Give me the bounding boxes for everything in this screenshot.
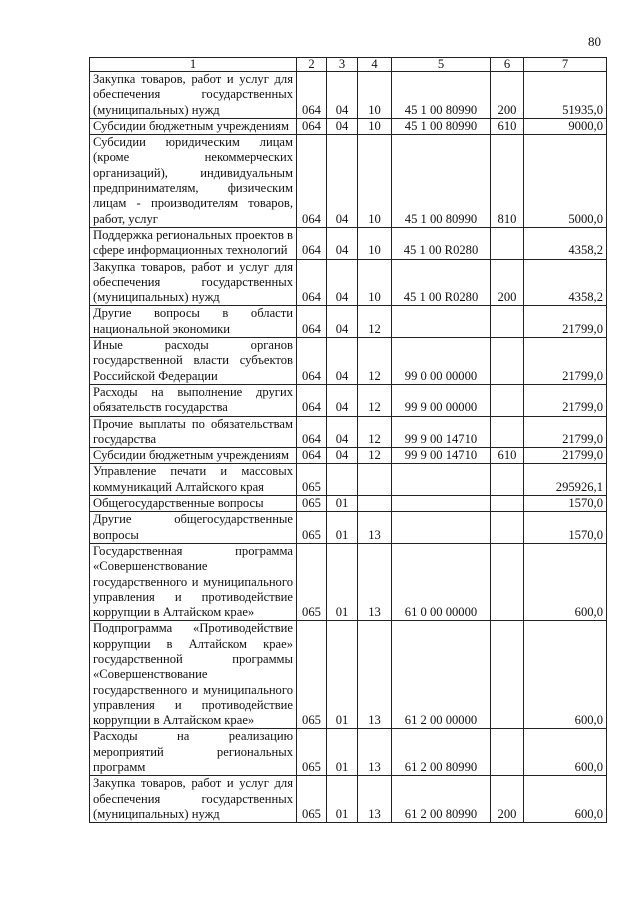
cell-target-article: 99 9 00 14710 — [392, 416, 491, 448]
cell-ministry-code: 065 — [297, 512, 327, 544]
cell-target-article: 45 1 00 80990 — [392, 118, 491, 134]
cell-amount: 4358,2 — [524, 227, 607, 259]
header-cell-section: 3 — [327, 58, 358, 72]
table-row — [90, 496, 607, 512]
cell-section-code: 01 — [327, 776, 358, 823]
table-row — [90, 448, 607, 464]
cell-section-code: 04 — [327, 448, 358, 464]
table-row — [90, 621, 607, 729]
cell-target-article: 99 9 00 14710 — [392, 448, 491, 464]
cell-ministry-code: 065 — [297, 621, 327, 729]
cell-expense-type: 200 — [491, 72, 524, 119]
cell-subsection-code: 12 — [358, 448, 392, 464]
cell-target-article: 45 1 00 80990 — [392, 72, 491, 119]
cell-subsection-code: 10 — [358, 135, 392, 228]
table-row — [90, 306, 607, 338]
table-row — [90, 259, 607, 306]
cell-name: Поддержка региональных проектов в сфере информационных технологий — [90, 227, 297, 259]
cell-ministry-code: 064 — [297, 416, 327, 448]
cell-amount: 600,0 — [524, 621, 607, 729]
cell-section-code: 04 — [327, 338, 358, 385]
budget-table — [89, 57, 607, 823]
cell-target-article: 99 0 00 00000 — [392, 338, 491, 385]
cell-expense-type — [491, 416, 524, 448]
cell-ministry-code: 065 — [297, 464, 327, 496]
cell-name: Государственная программа «Совершенствование государственного и муниципального управления и противодействие коррупции в Алтайском крае» — [90, 543, 297, 620]
cell-target-article: 61 2 00 80990 — [392, 729, 491, 776]
cell-section-code: 01 — [327, 543, 358, 620]
cell-subsection-code: 12 — [358, 416, 392, 448]
cell-expense-type: 610 — [491, 118, 524, 134]
cell-expense-type — [491, 384, 524, 416]
cell-target-article — [392, 512, 491, 544]
cell-subsection-code: 13 — [358, 729, 392, 776]
cell-section-code: 01 — [327, 729, 358, 776]
table-header-row — [90, 58, 607, 72]
cell-amount: 600,0 — [524, 729, 607, 776]
table-row — [90, 72, 607, 119]
cell-subsection-code: 10 — [358, 118, 392, 134]
cell-amount: 21799,0 — [524, 306, 607, 338]
cell-subsection-code: 13 — [358, 776, 392, 823]
cell-target-article — [392, 464, 491, 496]
cell-subsection-code: 12 — [358, 384, 392, 416]
cell-subsection-code: 12 — [358, 338, 392, 385]
cell-amount: 21799,0 — [524, 338, 607, 385]
cell-expense-type — [491, 543, 524, 620]
cell-target-article — [392, 496, 491, 512]
cell-ministry-code: 064 — [297, 227, 327, 259]
table-row — [90, 512, 607, 544]
cell-subsection-code: 10 — [358, 227, 392, 259]
cell-amount: 295926,1 — [524, 464, 607, 496]
cell-name: Закупка товаров, работ и услуг для обеспечения государственных (муниципальных) нужд — [90, 776, 297, 823]
cell-name: Субсидии юридическим лицам (кроме некоммерческих организаций), индивидуальным предпринимателям, физическим лицам - производителям товаров, работ, услуг — [90, 135, 297, 228]
cell-subsection-code — [358, 464, 392, 496]
budget-table-body — [90, 58, 607, 823]
cell-ministry-code: 065 — [297, 776, 327, 823]
cell-ministry-code: 064 — [297, 118, 327, 134]
header-cell-subsection: 4 — [358, 58, 392, 72]
cell-amount: 21799,0 — [524, 416, 607, 448]
cell-ministry-code: 064 — [297, 384, 327, 416]
table-row — [90, 543, 607, 620]
cell-subsection-code: 10 — [358, 72, 392, 119]
cell-amount: 9000,0 — [524, 118, 607, 134]
cell-name: Другие вопросы в области национальной экономики — [90, 306, 297, 338]
cell-expense-type — [491, 464, 524, 496]
header-cell-expense-type: 6 — [491, 58, 524, 72]
cell-target-article — [392, 306, 491, 338]
cell-subsection-code — [358, 496, 392, 512]
cell-section-code: 04 — [327, 227, 358, 259]
cell-target-article: 61 2 00 00000 — [392, 621, 491, 729]
cell-section-code: 01 — [327, 512, 358, 544]
cell-ministry-code: 065 — [297, 729, 327, 776]
header-cell-ministry: 2 — [297, 58, 327, 72]
cell-section-code: 04 — [327, 259, 358, 306]
cell-expense-type — [491, 621, 524, 729]
cell-amount: 51935,0 — [524, 72, 607, 119]
page-number: 80 — [588, 34, 601, 49]
cell-amount: 600,0 — [524, 776, 607, 823]
cell-expense-type: 200 — [491, 776, 524, 823]
cell-expense-type — [491, 306, 524, 338]
cell-amount: 21799,0 — [524, 384, 607, 416]
cell-name: Расходы на выполнение других обязательств государства — [90, 384, 297, 416]
cell-section-code — [327, 464, 358, 496]
cell-name: Подпрограмма «Противодействие коррупции в Алтайском крае» государственной программы «Совершенствование государственного и муниципального управления и противодействие коррупции в Алтайском крае» — [90, 621, 297, 729]
cell-target-article: 45 1 00 R0280 — [392, 259, 491, 306]
cell-subsection-code: 13 — [358, 512, 392, 544]
cell-amount: 4358,2 — [524, 259, 607, 306]
cell-name: Закупка товаров, работ и услуг для обеспечения государственных (муниципальных) нужд — [90, 72, 297, 119]
table-row — [90, 464, 607, 496]
cell-name: Другие общегосударственные вопросы — [90, 512, 297, 544]
cell-ministry-code: 064 — [297, 306, 327, 338]
cell-name: Прочие выплаты по обязательствам государства — [90, 416, 297, 448]
cell-section-code: 01 — [327, 621, 358, 729]
cell-target-article: 61 2 00 80990 — [392, 776, 491, 823]
cell-expense-type: 810 — [491, 135, 524, 228]
cell-amount: 1570,0 — [524, 496, 607, 512]
table-row — [90, 118, 607, 134]
cell-section-code: 04 — [327, 135, 358, 228]
cell-ministry-code: 064 — [297, 338, 327, 385]
cell-ministry-code: 065 — [297, 543, 327, 620]
table-row — [90, 416, 607, 448]
cell-section-code: 04 — [327, 384, 358, 416]
table-row — [90, 776, 607, 823]
cell-subsection-code: 13 — [358, 621, 392, 729]
cell-ministry-code: 064 — [297, 72, 327, 119]
cell-section-code: 04 — [327, 72, 358, 119]
cell-section-code: 04 — [327, 416, 358, 448]
cell-subsection-code: 12 — [358, 306, 392, 338]
cell-expense-type: 200 — [491, 259, 524, 306]
cell-name: Иные расходы органов государственной власти субъектов Российской Федерации — [90, 338, 297, 385]
cell-amount: 5000,0 — [524, 135, 607, 228]
cell-ministry-code: 064 — [297, 259, 327, 306]
table-row — [90, 135, 607, 228]
cell-name: Субсидии бюджетным учреждениям — [90, 118, 297, 134]
cell-section-code: 04 — [327, 306, 358, 338]
table-row — [90, 227, 607, 259]
cell-subsection-code: 10 — [358, 259, 392, 306]
cell-expense-type — [491, 338, 524, 385]
table-row — [90, 338, 607, 385]
cell-expense-type — [491, 227, 524, 259]
cell-section-code: 01 — [327, 496, 358, 512]
cell-expense-type — [491, 496, 524, 512]
header-cell-amount: 7 — [524, 58, 607, 72]
cell-name: Субсидии бюджетным учреждениям — [90, 448, 297, 464]
cell-target-article: 99 9 00 00000 — [392, 384, 491, 416]
cell-target-article: 45 1 00 R0280 — [392, 227, 491, 259]
cell-amount: 1570,0 — [524, 512, 607, 544]
table-row — [90, 729, 607, 776]
cell-section-code: 04 — [327, 118, 358, 134]
cell-expense-type — [491, 512, 524, 544]
cell-ministry-code: 064 — [297, 135, 327, 228]
cell-amount: 21799,0 — [524, 448, 607, 464]
cell-subsection-code: 13 — [358, 543, 392, 620]
cell-name: Закупка товаров, работ и услуг для обеспечения государственных (муниципальных) нужд — [90, 259, 297, 306]
header-cell-name: 1 — [90, 58, 297, 72]
header-cell-target-article: 5 — [392, 58, 491, 72]
cell-target-article: 45 1 00 80990 — [392, 135, 491, 228]
cell-name: Общегосударственные вопросы — [90, 496, 297, 512]
cell-ministry-code: 065 — [297, 496, 327, 512]
table-row — [90, 384, 607, 416]
cell-name: Расходы на реализацию мероприятий региональных программ — [90, 729, 297, 776]
cell-target-article: 61 0 00 00000 — [392, 543, 491, 620]
cell-amount: 600,0 — [524, 543, 607, 620]
cell-name: Управление печати и массовых коммуникаций Алтайского края — [90, 464, 297, 496]
cell-expense-type: 610 — [491, 448, 524, 464]
cell-ministry-code: 064 — [297, 448, 327, 464]
cell-expense-type — [491, 729, 524, 776]
